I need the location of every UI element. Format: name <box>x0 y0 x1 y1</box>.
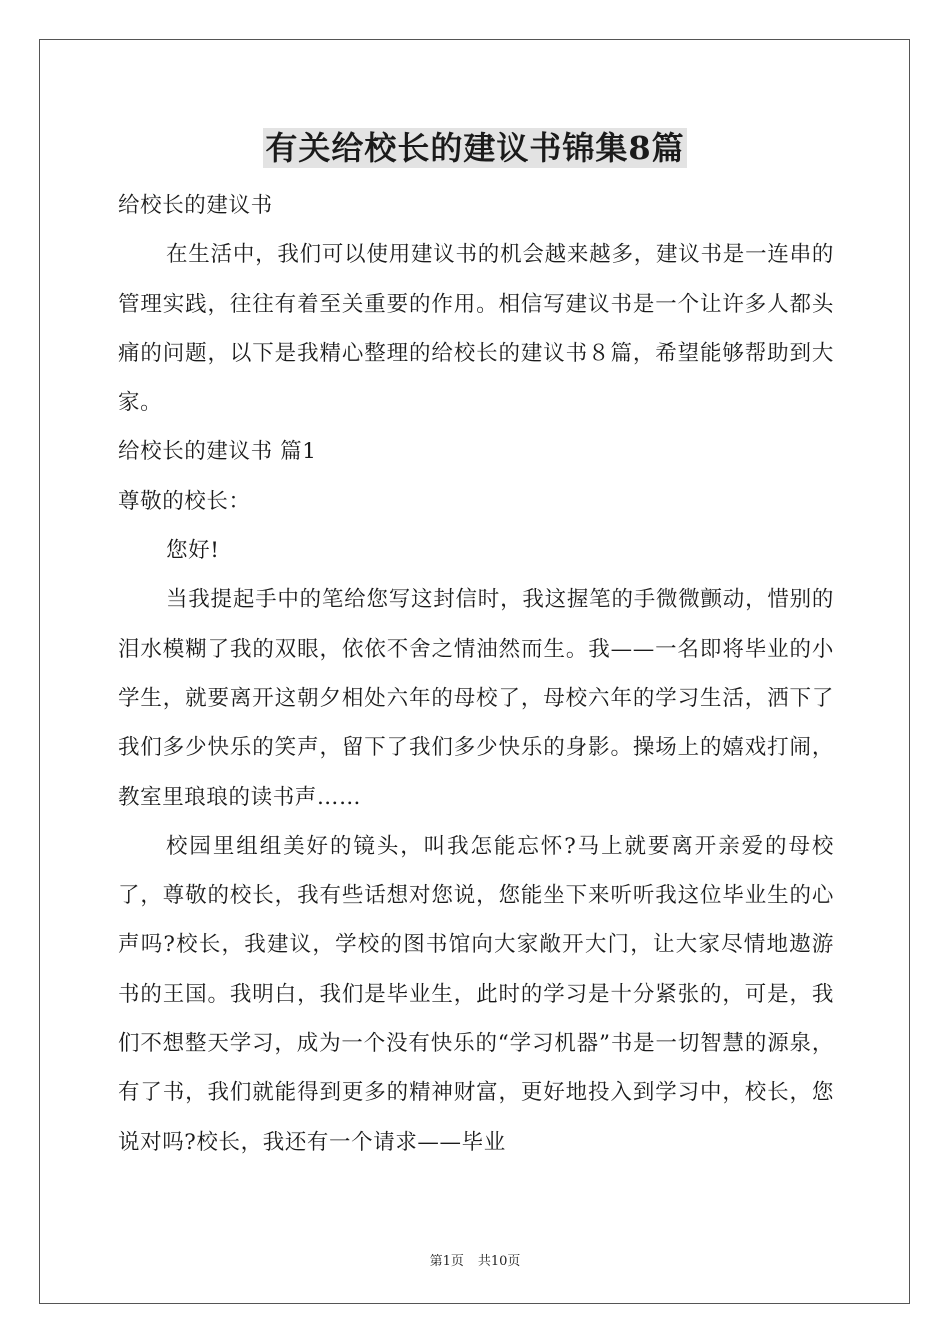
page-total: 共10页 <box>477 1254 521 1269</box>
title-wrapper <box>0 128 950 168</box>
page-number: 第1页 <box>429 1254 464 1269</box>
body-paragraph-2: 校园里组组美好的镜头，叫我怎能忘怀?马上就要离开亲爱的母校了，尊敬的校长，我有些话想对您说，您能坐下来听听我这位毕业生的心声吗?校长，我建议，学校的图书馆向大家敞开大门，让大家尽情地遨游书的王国。我明白，我们是毕业生，此时的学习是十分紧张的，可是，我们不想整天学习，成为一个没有快乐的“学习机器”书是一切智慧的源泉，有了书，我们就能得到更多的精神财富，更好地投入到学习中，校长，您说对吗?校长，我还有一个请求——毕业 <box>118 833 834 1155</box>
body-paragraph-1: 当我提起手中的笔给您写这封信时，我这握笔的手微微颤动，惜别的泪水模糊了我的双眼，依依不舍之情油然而生。我——一名即将毕业的小学生，就要离开这朝夕相处六年的母校了，母校六年的学习生活，洒下了我们多少快乐的笑声，留下了我们多少快乐的身影。操场上的嬉戏打闹，教室里琅琅的读书声…… <box>118 587 834 810</box>
intro-heading: 给校长的建议书 <box>118 193 273 218</box>
letter-greeting: 您好! <box>166 538 220 564</box>
intro-paragraph: 在生活中，我们可以使用建议书的机会越来越多，建议书是一连串的管理实践，往往有着至关重要的作用。相信写建议书是一个让许多人都头痛的问题，以下是我精心整理的给校长的建议书８篇，希望能够帮助到大家。 <box>118 242 834 416</box>
document-body <box>118 181 834 1167</box>
section-heading-1: 给校长的建议书 篇1 <box>118 439 317 465</box>
letter-salutation: 尊敬的校长： <box>118 488 251 514</box>
document-title: 有关给校长的建议书锦集8篇 <box>265 129 685 167</box>
page-footer <box>0 1250 950 1269</box>
